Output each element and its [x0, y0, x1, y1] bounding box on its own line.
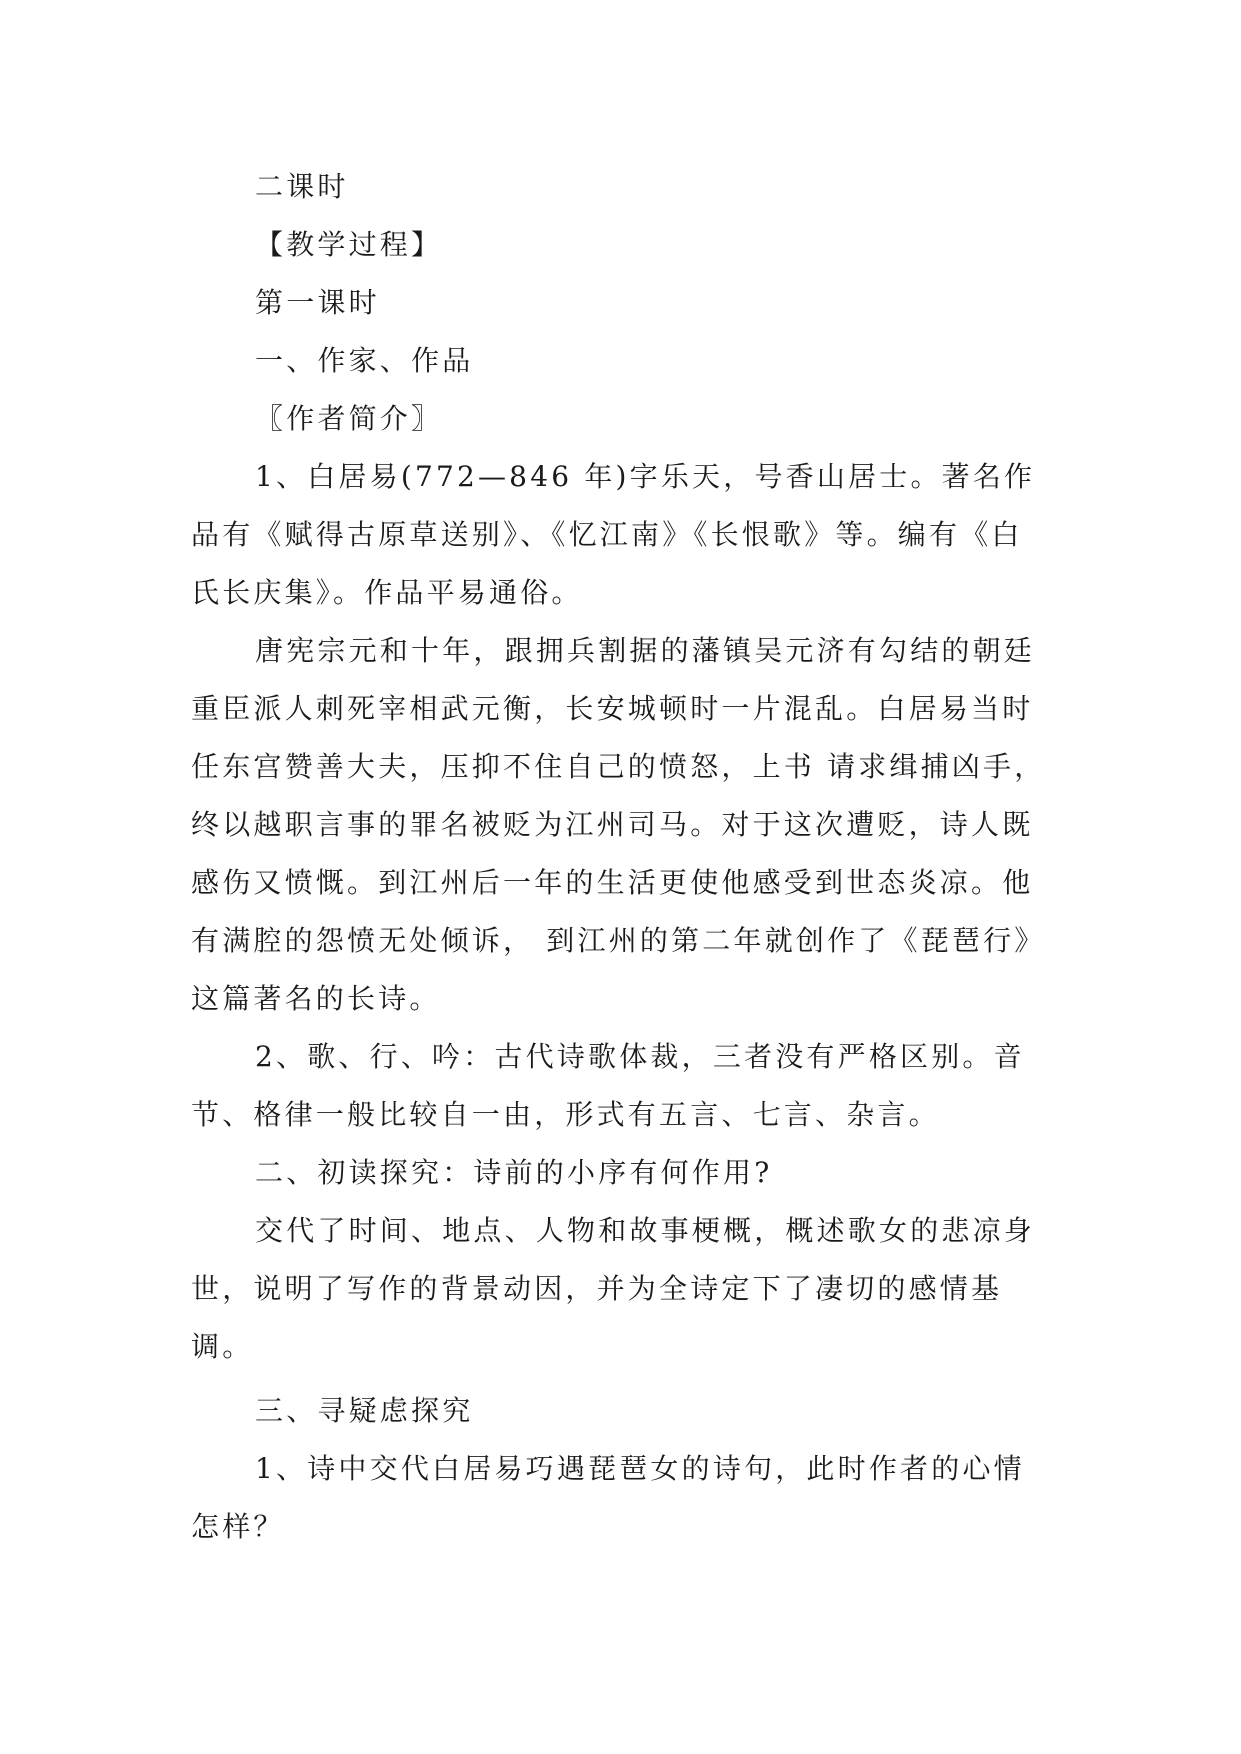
section-one-heading: 一、作家、作品 — [255, 344, 474, 377]
section-two-heading: 二、初读探究：诗前的小序有何作用? — [255, 1156, 773, 1189]
first-lesson-heading: 第一课时 — [255, 286, 380, 319]
author-bio-paragraph: 1、白居易(772—846 年)字乐天，号香山居士。著名作品有《赋得古原草送别》、《忆江南》《长恨歌》等。编有《白氏长庆集》。作品平易通俗。 — [191, 460, 1036, 609]
genre-paragraph: 2、歌、行、吟：古代诗歌体裁，三者没有严格区别。音节、格律一般比较自一由，形式有五言、七言、杂言。 — [191, 1040, 1025, 1131]
preface-answer-paragraph: 交代了时间、地点、人物和故事梗概，概述歌女的悲凉身世，说明了写作的背景动因，并为全诗定下了凄切的感情基调。 — [191, 1214, 1036, 1363]
question-one-paragraph: 1、诗中交代白居易巧遇琵琶女的诗句，此时作者的心情怎样？ — [191, 1452, 1025, 1543]
lesson-period-heading: 二课时 — [255, 170, 349, 203]
document-body — [191, 158, 1053, 1556]
background-paragraph: 唐宪宗元和十年，跟拥兵割据的藩镇吴元济有勾结的朝廷重臣派人刺死宰相武元衡，长安城顿时一片混乱。白居易当时任东宫赞善大夫，压抑不住自己的愤怒，上书 请求缉捕凶手，终以越职言事的罪名被贬为江州司马。对于这次遭贬，诗人既感伤又愤慨。到江州后一年的生活更使他感受到世态炎凉。他有满腔的怨愤无处倾诉， 到江州的第二年就创作了《琵琶行》这篇著名的长诗。 — [191, 634, 1046, 1015]
section-three-heading: 三、寻疑虑探究 — [255, 1394, 474, 1427]
author-intro-heading: 〖作者简介〗 — [255, 402, 443, 435]
teaching-process-heading: 【教学过程】 — [255, 228, 443, 261]
